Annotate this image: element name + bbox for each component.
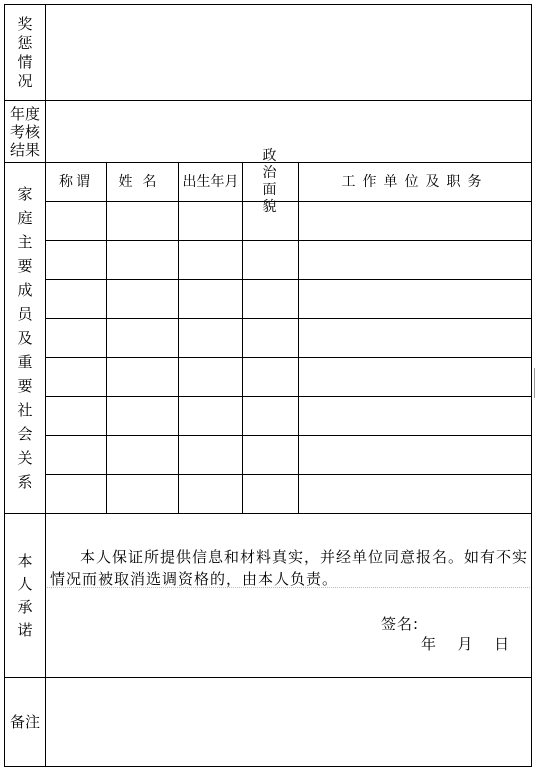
header-name: 姓名 (118, 174, 167, 190)
annual-review-field[interactable] (46, 101, 531, 162)
table-row[interactable] (46, 202, 531, 240)
family-label (5, 163, 45, 513)
awards-label-text: 奖惩情况 (17, 14, 33, 90)
edge-mark (534, 368, 535, 398)
signature-label: 签名: (381, 615, 420, 633)
pledge-label-text: 本人承诺 (17, 551, 33, 639)
header-political-status-text: 政治面貌 (262, 148, 279, 215)
table-row[interactable] (46, 319, 531, 357)
awards-field[interactable] (46, 5, 531, 100)
table-row[interactable] (46, 280, 531, 318)
remarks-label-text: 备注 (9, 713, 40, 731)
header-workplace-position: 工作单位及职务 (341, 174, 489, 190)
pledge-text: 本人保证所提供信息和材料真实，并经单位同意报名。如有不实情况而被取消选调资格的，由本人负责。 (50, 548, 529, 588)
table-row[interactable] (46, 358, 531, 396)
table-row[interactable] (46, 397, 531, 435)
pledge-dotted-line (47, 587, 530, 588)
table-row[interactable] (46, 475, 531, 513)
remarks-field[interactable] (46, 678, 531, 766)
family-label-text: 家庭主要成员及重要社会关系 (17, 185, 33, 491)
header-relation: 称谓 (59, 174, 93, 190)
date-label: 年 月 日 (421, 635, 514, 653)
table-row[interactable] (46, 241, 531, 279)
table-row[interactable] (46, 436, 531, 474)
pledge-label (5, 514, 45, 677)
section-divider-3 (4, 513, 532, 514)
awards-label (5, 5, 45, 100)
annual-review-label (5, 101, 45, 162)
header-birth-date: 出生年月 (182, 174, 239, 190)
frame-right-border (531, 4, 532, 767)
frame-bottom-border (4, 766, 532, 767)
header-political-status (243, 148, 298, 215)
annual-review-label-text: 年度考核结果 (9, 104, 40, 159)
remarks-label (5, 678, 45, 766)
